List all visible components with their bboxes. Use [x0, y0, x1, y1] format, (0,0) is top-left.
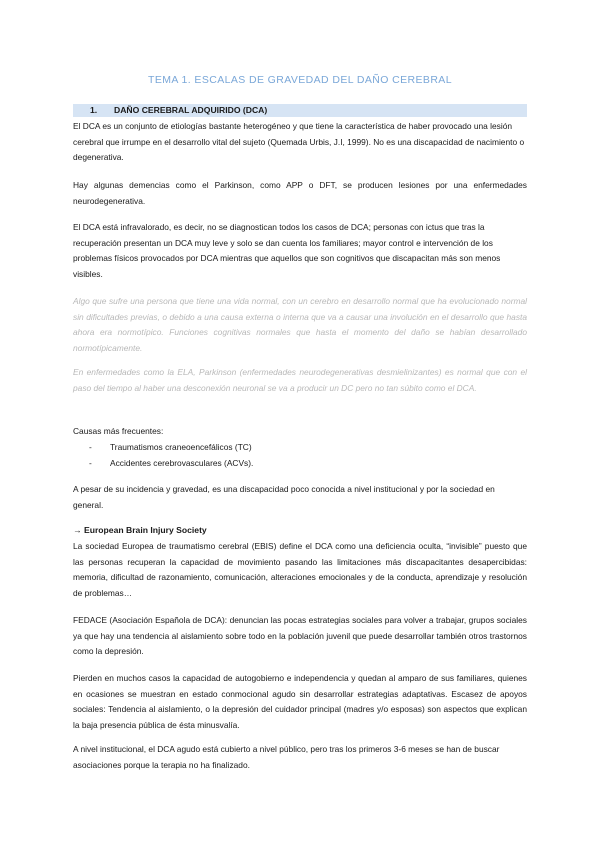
section-heading	[73, 104, 527, 117]
list-item	[89, 456, 253, 472]
paragraph: La sociedad Europea de traumatismo cerebral (EBIS) define el DCA como una deficiencia oculta, “invisible” puesto que las personas recuperan la capacidad de movimiento pasando las limitaciones más discapacitantes desapercibidas: memoria, dificultad de razonamiento, comunicación, alteraciones emocionales y de la conducta, aprendizaje y resolución de problemas…	[73, 541, 527, 598]
document-title: TEMA 1. ESCALAS DE GRAVEDAD DEL DAÑO CEREBRAL	[148, 74, 452, 86]
faded-paragraph: Algo que sufre una persona que tiene una vida normal, con un cerebro en desarrollo normal que ha evolucionado normal sin dificultades previas, o debido a una causa externa o interna que va a causar una involución en el desarrollo que hasta ahora era normotípico. Funciones cognitivas normales que hasta el momento del daño se habían desarrollado normotípicamente.	[73, 296, 527, 353]
paragraph: Pierden en muchos casos la capacidad de autogobierno e independencia y quedan al amparo de sus familiares, quienes en ocasiones se muestran en estado conmocional agudo sin desarrollar estrategias adaptativas. Escasez de apoyos sociales: Tendencia al aislamiento, o la depresión del cuidador principal (madres y/o esposas) son aspectos que explican la baja presencia pública de ésta minusvalía.	[73, 673, 527, 730]
section-heading-text: DAÑO CEREBRAL ADQUIRIDO (DCA)	[114, 105, 268, 115]
list-item-text: Traumatismos craneoencefálicos (TC)	[110, 442, 252, 452]
faded-paragraph: En enfermedades como la ELA, Parkinson (enfermedades neurodegenerativas desmielinizantes) es normal que con el paso del tiempo al haber una desconexión neuronal se va a producir un DC pero no tan súbito como el DCA.	[73, 367, 527, 393]
paragraph: A nivel institucional, el DCA agudo está cubierto a nivel público, pero tras los primeros 3-6 meses se han de buscar asociaciones porque la terapia no ha finalizado.	[73, 744, 500, 770]
paragraph: A pesar de su incidencia y gravedad, es una discapacidad poco conocida a nivel institucional y por la sociedad en general.	[73, 484, 495, 510]
list-dash: -	[89, 458, 92, 468]
list-item-text: Accidentes cerebrovasculares (ACVs).	[110, 458, 254, 468]
section-number: 1.	[90, 105, 98, 115]
paragraph: El DCA es un conjunto de etiologías bastante heterogéneo y que tiene la característica de haber provocado una lesión cerebral que irrumpe en el desarrollo vital del sujeto (Quemada Urbis, J.I, 1999). No es una discapacidad de nacimiento o degenerativa.	[73, 121, 525, 163]
paragraph: Hay algunas demencias como el Parkinson, como APP o DFT, se producen lesiones por una enfermedades neurodegenerativa.	[73, 180, 527, 206]
paragraph: FEDACE (Asociación Española de DCA): denuncian las pocas estrategias sociales para volver a trabajar, grupos sociales ya que hay una tendencia al aislamiento sobre todo en la población juvenil que puede desarrollar también otros trastornos como la depresión.	[73, 615, 527, 657]
paragraph: El DCA está infravalorado, es decir, no se diagnostican todos los casos de DCA; personas con ictus que tras la recuperación presentan un DCA muy leve y solo se dan cuenta los familiares; mayor control e intervención de los problemas físicos provocados por DCA mientras que aquellos que son cognitivos que discapacitan más son menos visibles.	[73, 222, 501, 279]
list-dash: -	[89, 442, 92, 452]
list-intro: Causas más frecuentes:	[73, 426, 164, 436]
subheading: → European Brain Injury Society	[73, 525, 207, 535]
list-item	[89, 440, 252, 456]
